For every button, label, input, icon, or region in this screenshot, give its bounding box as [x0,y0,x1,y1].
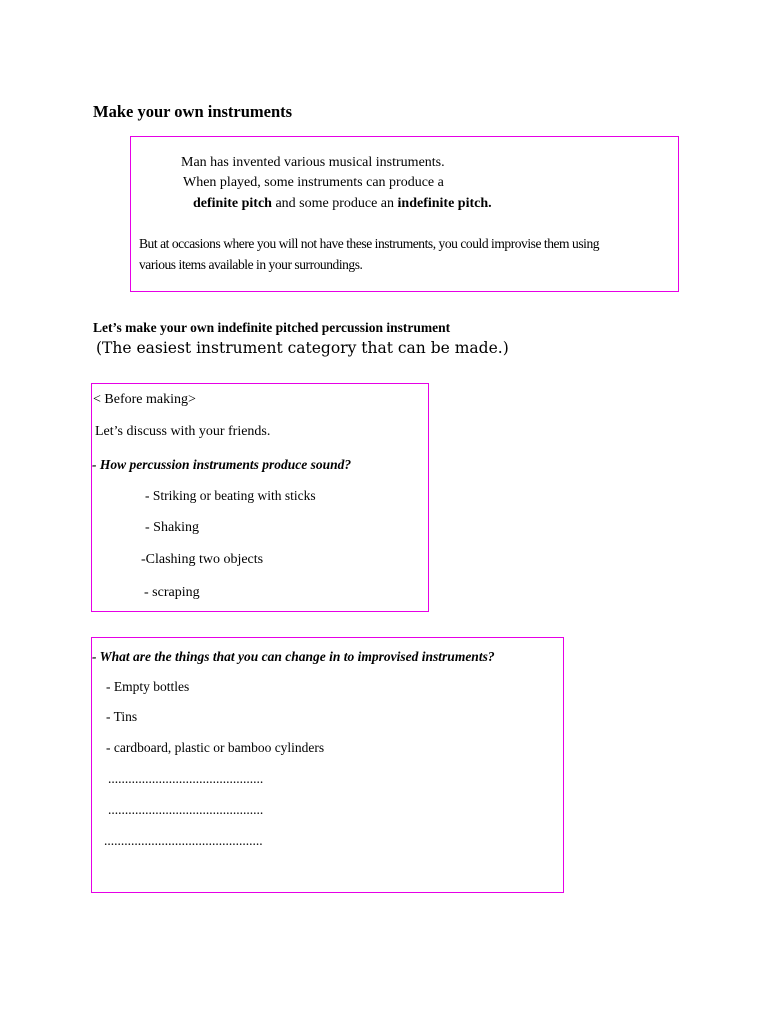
improvise-item: - cardboard, plastic or bamboo cylinders [106,740,325,755]
improvise-question: - What are the things that you can change in to improvised instruments? [92,649,495,664]
answer-item: - scraping [144,585,200,600]
intro-note-line-1: But at occasions where you will not have these instruments, you could improvise them using [139,236,600,251]
section-subheading: (The easiest instrument category that can be made.) [96,339,509,357]
intro-note-line-2: various items available in your surroundings. [139,257,363,272]
intro-line-3 [193,196,492,212]
improvise-item: - Tins [106,709,138,724]
definite-pitch-term: definite pitch [193,196,272,211]
page-title: Make your own instruments [93,102,293,121]
answer-item: - Shaking [145,520,200,535]
answer-item: -Clashing two objects [141,552,264,567]
answer-item: - Striking or beating with sticks [145,488,316,503]
blank-line[interactable]: ............................................... [104,833,263,848]
before-making-header: < Before making> [93,392,196,407]
percussion-question: - How percussion instruments produce sound? [92,457,352,472]
intro-line-2: When played, some instruments can produce a [183,175,444,190]
discuss-prompt: Let’s discuss with your friends. [95,424,271,439]
section-heading: Let’s make your own indefinite pitched percussion instrument [93,320,451,335]
improvise-box [91,637,564,893]
intro-line-3-middle: and some produce an [271,196,398,211]
blank-line[interactable]: .............................................. [108,771,264,786]
intro-line-1: Man has invented various musical instruments. [181,155,445,170]
improvise-item: - Empty bottles [106,679,190,694]
blank-line[interactable]: .............................................. [108,802,264,817]
indefinite-pitch-term: indefinite pitch. [397,196,492,211]
